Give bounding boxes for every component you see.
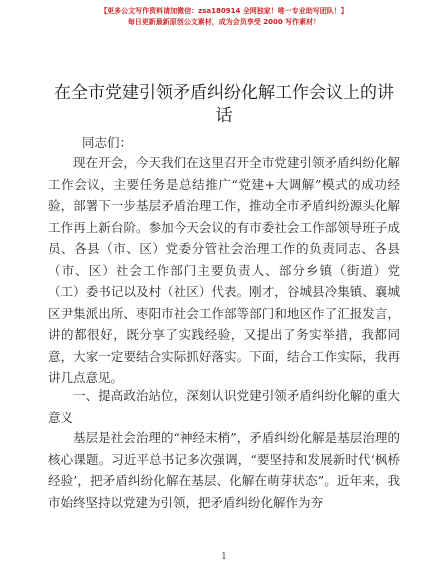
page-number: 1 — [221, 552, 227, 562]
salutation: 同志们： — [82, 135, 133, 150]
banner-line-1: 【更多公文写作资料请加微信：zsa180914 全网独家！唯一专业助写团队！】 — [100, 7, 348, 15]
document-title: 在全市党建引领矛盾纠纷化解工作会议上的讲话 — [54, 83, 394, 126]
paragraph-opening: 现在开会，今天我们在这里召开全市党建引领矛盾纠纷化解工作会议，主要任务是总结推广“党建+大调解”模式的成功经验，部署下一步基层矛盾治理工作，推动全市矛盾纠纷源头化解工作再上新台阶。参加今天会议的有市委社会工作部领导班子成员、各县（市、区）党委分管社会治理工作的负责同志、各县（市、区）社会工作部门主要负责人、部分乡镇（街道）党（工）委书记以及村（社区）代表。刚才，谷城县冷集镇、襄城区尹集派出所、枣阳市社会工作部等部门和地区作了汇报发言，讲的都很好，既分享了实践经验，又提出了务实举措，我都同意，大家一定要结合实际抓好落实。下面，结合工作实际，我再讲几点意见。 — [48, 155, 400, 385]
paragraph-section-1: 基层是社会治理的“神经末梢”，矛盾纠纷化解是基层治理的核心课题。习近平总书记多次强调，“要坚持和发展新时代‘枫桥经验’，把矛盾纠纷化解在基层、化解在萌芽状态”。近年来，我市始终坚持以党建为引领，把矛盾纠纷化解作为夯 — [48, 430, 400, 510]
promo-banner — [0, 6, 448, 28]
section-heading-1: 一、提高政治站位，深刻认识党建引领矛盾纠纷化解的重大意义 — [48, 388, 400, 425]
banner-line-2: 每日更新最新原创公文素材，成为会员享受 2000 写作素材！ — [127, 18, 321, 26]
